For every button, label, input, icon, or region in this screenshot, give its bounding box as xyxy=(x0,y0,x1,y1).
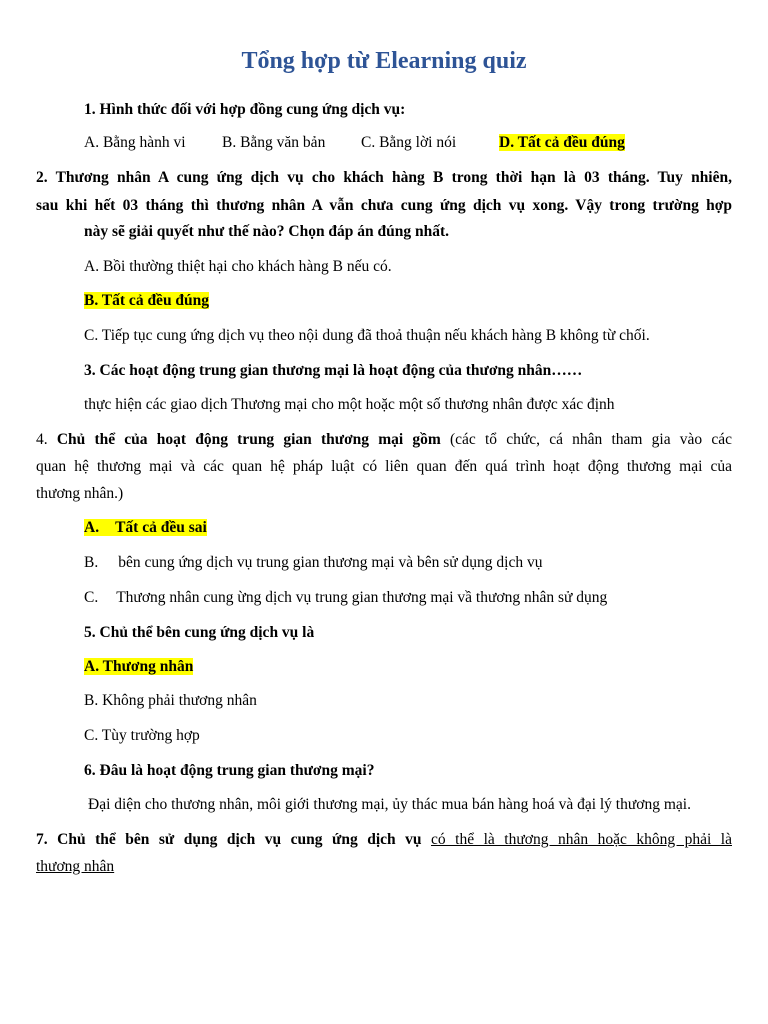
question-2-line-2: sau khi hết 03 tháng thì thương nhân A vẫn chưa cung ứng dịch vụ xong. Vậy trong trường hợp xyxy=(36,197,732,214)
question-6: 6. Đâu là hoạt động trung gian thương mại? xyxy=(84,762,375,779)
q7-bold-text: 7. Chủ thể bên sử dụng dịch vụ cung ứng dịch vụ xyxy=(36,831,432,848)
question-7-line-2: thương nhân xyxy=(36,858,115,875)
q2-option-a: A. Bồi thường thiệt hại cho khách hàng B nếu có. xyxy=(84,258,392,275)
question-4-line-3: thương nhân.) xyxy=(36,485,124,502)
question-2-line-1: 2. Thương nhân A cung ứng dịch vụ cho khách hàng B trong thời hạn là 03 tháng. Tuy nhiên, xyxy=(36,169,732,186)
q5-option-b: B. Không phải thương nhân xyxy=(84,692,257,709)
q2-option-b-answer: B. Tất cả đều đúng xyxy=(84,292,210,309)
question-3: 3. Các hoạt động trung gian thương mại là hoạt động của thương nhân…… xyxy=(84,362,583,379)
q1-option-b: B. Bằng văn bản xyxy=(222,134,326,151)
q5-option-a-answer: A. Thương nhân xyxy=(84,658,194,675)
q1-option-a: A. Bằng hành vi xyxy=(84,134,186,151)
q4-option-a-answer: A. Tất cả đều sai xyxy=(84,519,207,536)
q4-bold-text: Chủ thể của hoạt động trung gian thương mại gồm xyxy=(56,431,441,448)
q4-option-c: C. Thương nhân cung ừng dịch vụ trung gian thương mại vầ thương nhân sử dụng xyxy=(84,589,608,606)
document-title: Tổng hợp từ Elearning quiz xyxy=(241,48,527,74)
question-5: 5. Chủ thể bên cung ứng dịch vụ là xyxy=(84,624,315,641)
q4-number: 4. xyxy=(36,431,57,448)
question-1: 1. Hình thức đối với hợp đồng cung ứng dịch vụ: xyxy=(84,101,406,118)
q4-option-b: B. bên cung ứng dịch vụ trung gian thương mại và bên sử dụng dịch vụ xyxy=(84,554,543,571)
q2-option-c: C. Tiếp tục cung ứng dịch vụ theo nội dung đã thoả thuận nếu khách hàng B không từ chối. xyxy=(84,327,650,344)
question-4-line-2: quan hệ thương mại và các quan hệ pháp luật có liên quan đến quá trình hoạt động thương mại của xyxy=(36,458,732,475)
q3-answer: thực hiện các giao dịch Thương mại cho một hoặc một số thương nhân được xác định xyxy=(84,396,615,413)
q5-option-c: C. Tùy trường hợp xyxy=(84,727,200,744)
question-7-line-1 xyxy=(36,830,732,850)
q1-option-c: C. Bằng lời nói xyxy=(361,134,457,151)
question-2-line-3: này sẽ giải quyết như thế nào? Chọn đáp án đúng nhất. xyxy=(84,223,450,240)
q1-option-d-answer: D. Tất cả đều đúng xyxy=(499,134,625,151)
q4-normal-text: (các tổ chức, cá nhân tham gia vào các xyxy=(440,431,732,448)
question-4-line-1 xyxy=(36,430,732,450)
q7-underlined-text: có thể là thương nhân hoặc không phải là xyxy=(431,831,732,848)
q6-answer: Đại diện cho thương nhân, môi giới thương mại, ủy thác mua bán hàng hoá và đại lý thương mại. xyxy=(88,796,691,813)
